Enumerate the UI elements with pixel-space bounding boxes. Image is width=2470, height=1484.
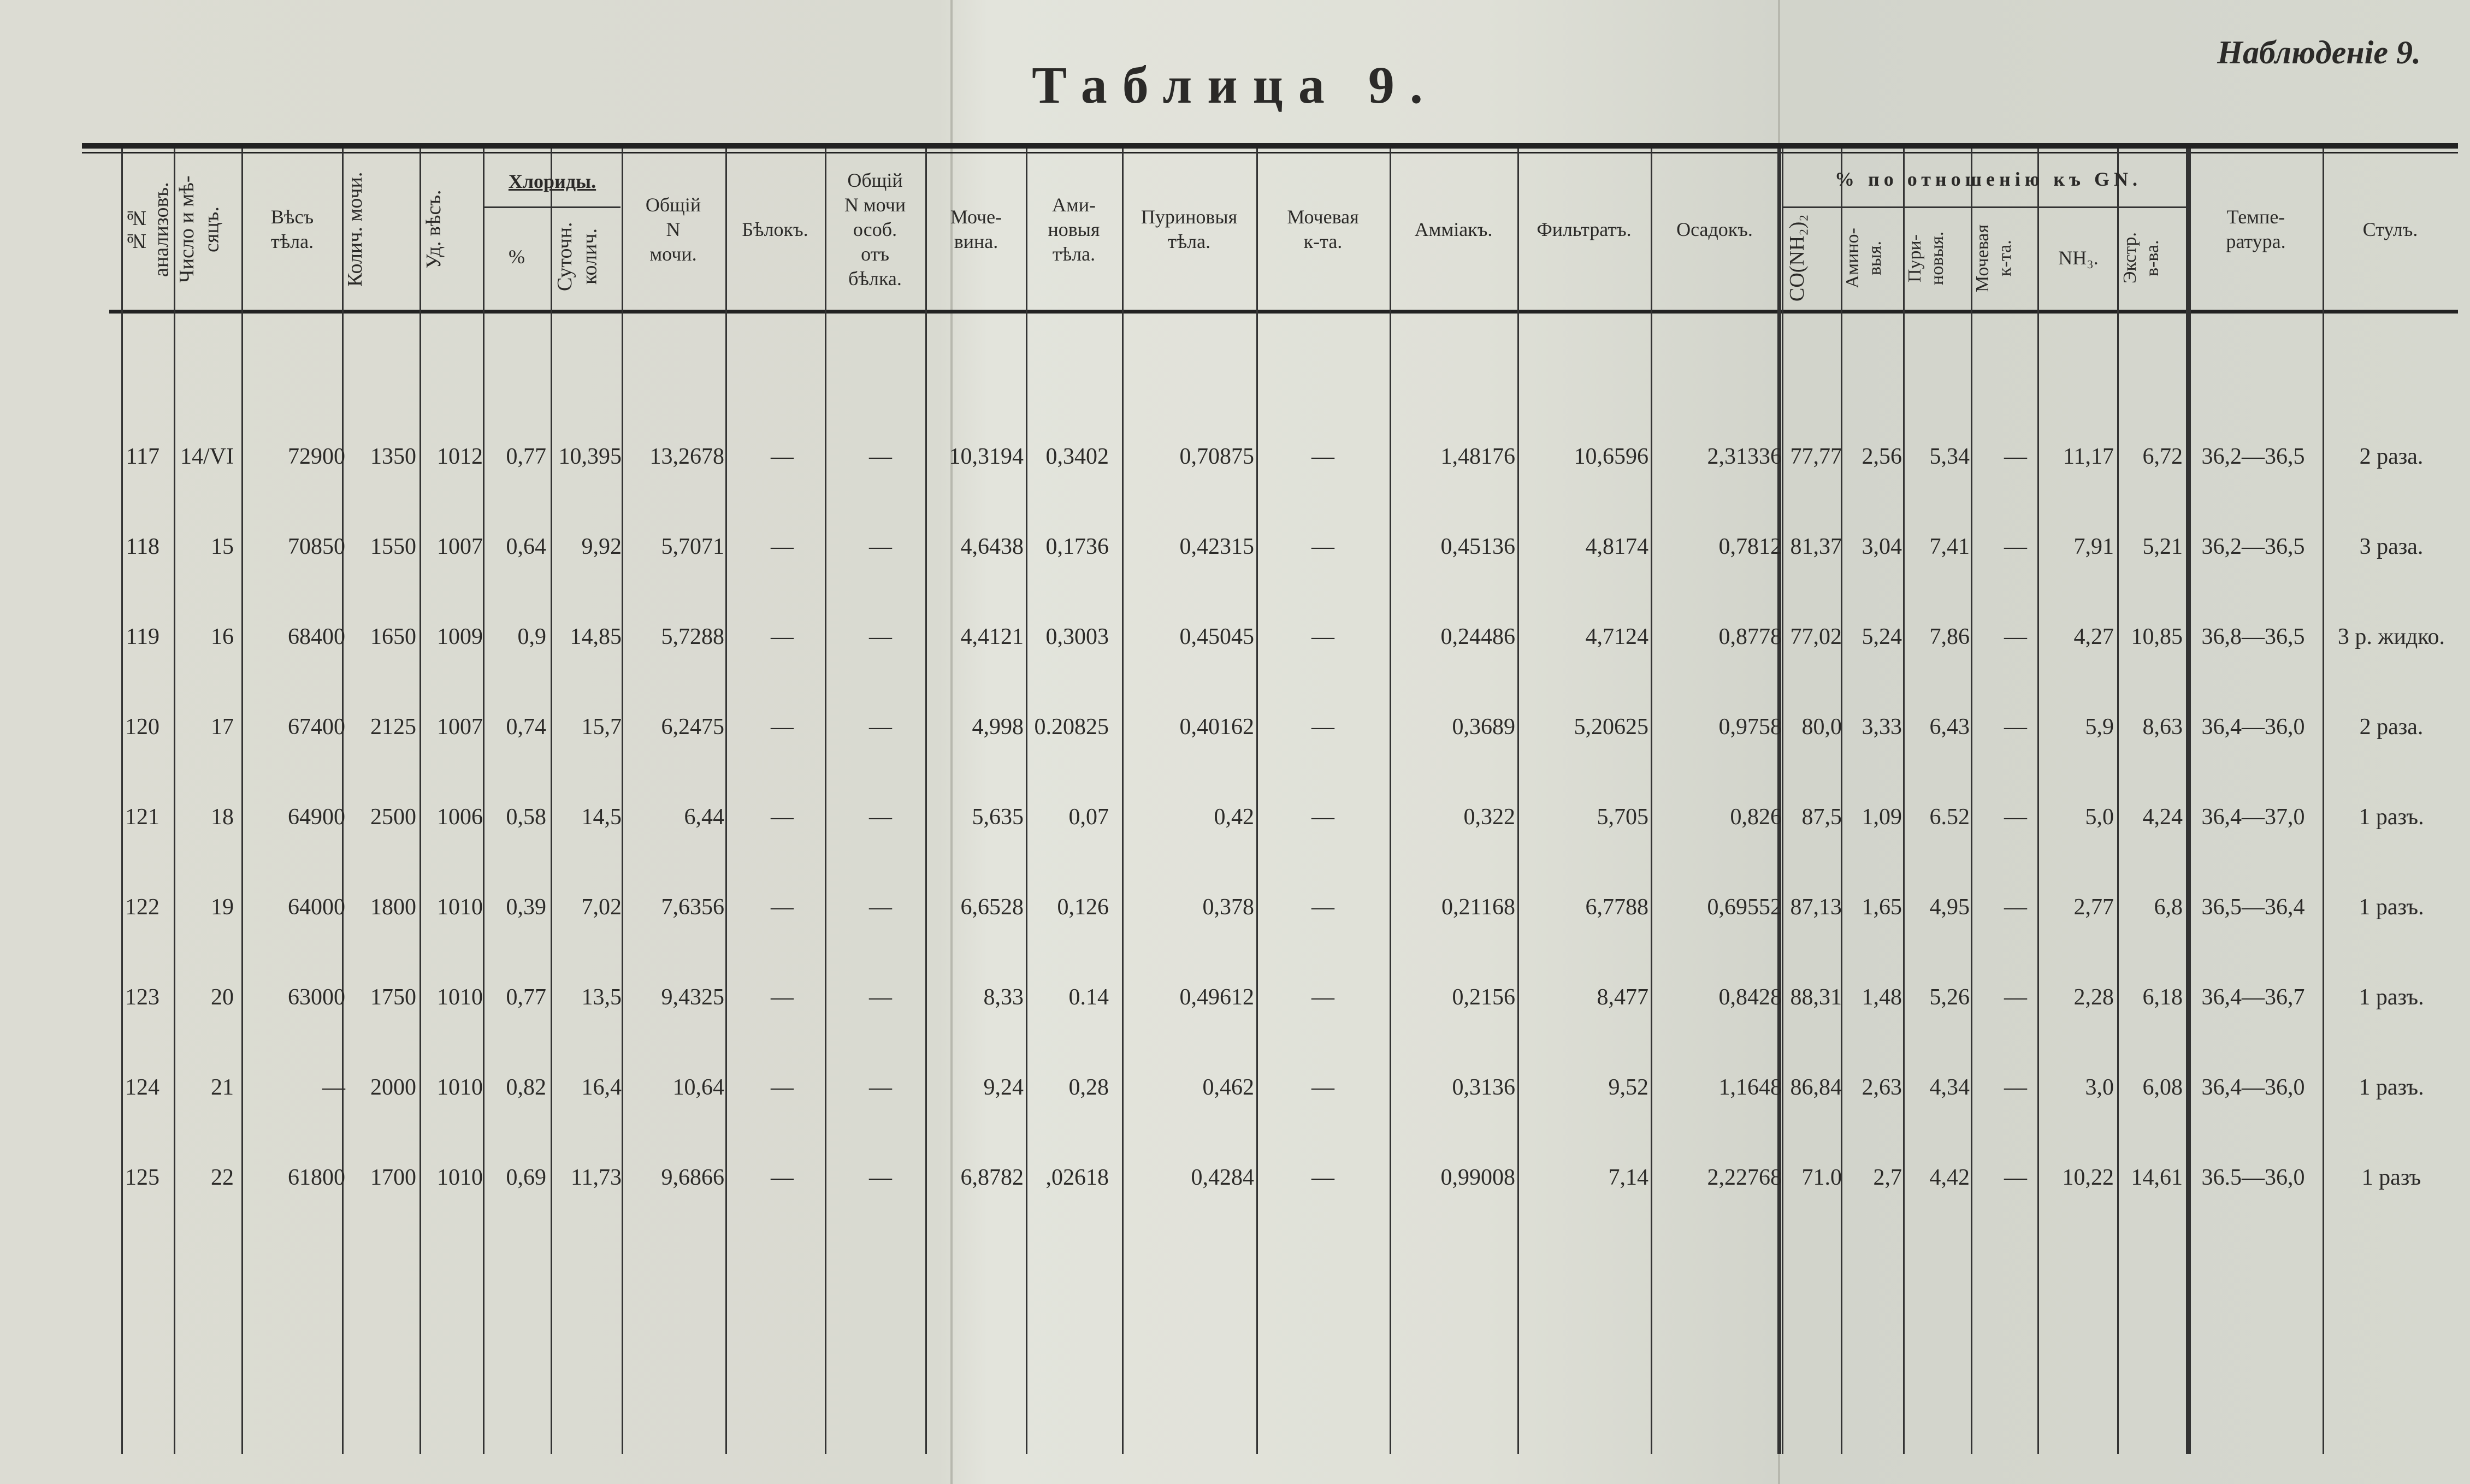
table-cell: 3,0 [2085, 1075, 2114, 1100]
table-cell: 0,99008 [1440, 1165, 1515, 1190]
table-title: Таблица 9. [1032, 56, 1438, 114]
table-cell: 2,77 [2073, 895, 2114, 920]
table-cell: 8,477 [1597, 985, 1648, 1010]
table-cell: — [869, 624, 892, 649]
table-cell: 71.0 [1801, 1165, 1842, 1190]
table-cell: — [2004, 624, 2027, 649]
table-cell: 5,21 [2142, 534, 2183, 559]
table-cell: 120 [125, 714, 159, 740]
table-cell: 7,02 [581, 895, 622, 920]
table-cell: 0,58 [506, 805, 546, 830]
table-cell: 36,4—36,0 [2201, 1075, 2305, 1100]
column-rule [419, 149, 421, 1454]
header-date: Число и мѣ- сяцъ. [175, 175, 223, 283]
table-cell: 1010 [437, 895, 483, 920]
table-cell: — [771, 534, 794, 559]
table-cell: 122 [125, 895, 159, 920]
table-cell: 13,2678 [649, 444, 724, 469]
table-cell: 2,22768 [1707, 1165, 1782, 1190]
table-cell: 121 [125, 805, 159, 830]
table-cell: — [2004, 1075, 2027, 1100]
table-cell: 2,28 [2073, 985, 2114, 1010]
table-cell: 2 раза. [2359, 444, 2424, 469]
table-cell: 20 [211, 985, 234, 1010]
table-cell: — [2004, 444, 2027, 469]
table-cell: 1010 [437, 1075, 483, 1100]
table-cell: 10,3194 [949, 444, 1024, 469]
table-cell: 0,4284 [1191, 1165, 1254, 1190]
table-cell: 5,7288 [661, 624, 724, 649]
table-cell: 0,3689 [1452, 714, 1515, 740]
column-rule [825, 149, 826, 1454]
table-cell: 9,92 [581, 534, 622, 559]
table-cell: 1 разъ. [2359, 895, 2424, 920]
table-cell: 7,86 [1929, 624, 1970, 649]
table-cell: 1 разъ [2361, 1165, 2421, 1190]
header-purine-v: Пури- новыя. [1905, 231, 1947, 285]
table-cell: 0,8778 [1718, 624, 1782, 649]
table-cell: 1800 [370, 895, 416, 920]
table-cell: — [869, 444, 892, 469]
header-protein: Бѣлокъ. [742, 218, 808, 240]
table-cell: 6,43 [1929, 714, 1970, 740]
table-cell: 1010 [437, 985, 483, 1010]
table-cell: 36,8—36,5 [2201, 624, 2305, 649]
table-cell: 17 [211, 714, 234, 740]
table-cell: — [2004, 985, 2027, 1010]
table-cell: 1012 [437, 444, 483, 469]
table-cell: 0,826 [1730, 805, 1782, 830]
table-cell: 1 разъ. [2359, 1075, 2424, 1100]
table-cell: 2,7 [1873, 1165, 1902, 1190]
table-cell: 0,7812 [1718, 534, 1782, 559]
table-cell: 10,6596 [1574, 444, 1648, 469]
table-cell: 5,0 [2085, 805, 2114, 830]
table-cell: 1 разъ. [2359, 985, 2424, 1010]
table-cell: 2125 [370, 714, 416, 740]
table-cell: 10,395 [558, 444, 622, 469]
table-cell: 7,14 [1608, 1165, 1648, 1190]
table-cell: 5,635 [972, 805, 1024, 830]
table-cell: 2,63 [1862, 1075, 1902, 1100]
table-cell: 5,20625 [1574, 714, 1648, 740]
table-cell: 5,7071 [661, 534, 724, 559]
table-cell: 118 [126, 534, 159, 559]
table-cell: 0,24486 [1440, 624, 1515, 649]
column-rule [174, 149, 175, 1454]
table-cell: 0,64 [506, 534, 546, 559]
table-cell: 4,4121 [960, 624, 1024, 649]
table-cell: — [1311, 714, 1334, 740]
table-cell: 0,45045 [1179, 624, 1254, 649]
header-extr: Экстр. в-ва. [2120, 232, 2162, 284]
table-cell: 15,7 [581, 714, 622, 740]
table-cell: 0,3136 [1452, 1075, 1515, 1100]
table-cell: — [1311, 534, 1334, 559]
table-cell: 0,462 [1202, 1075, 1254, 1100]
header-weight: Вѣсъ тѣла. [270, 206, 314, 252]
table-cell: — [771, 624, 794, 649]
column-rule [2117, 149, 2119, 1454]
table-cell: 4,27 [2073, 624, 2114, 649]
table-cell: 3,04 [1862, 534, 1902, 559]
table-cell: 87,5 [1801, 805, 1842, 830]
table-cell: 0,70875 [1179, 444, 1254, 469]
table-cell: 0,49612 [1179, 985, 1254, 1010]
table-cell: 3 р. жидко. [2337, 624, 2445, 649]
table-cell: 87,13 [1790, 895, 1842, 920]
table-cell: — [1311, 624, 1334, 649]
header-co: CO(NH₂)₂ [1786, 214, 1809, 302]
column-rule [1517, 149, 1519, 1454]
table-cell: — [1311, 895, 1334, 920]
header-num: №№ анализовъ. [125, 182, 173, 277]
table-cell: 1,48 [1862, 985, 1902, 1010]
header-urea: Моче- вина. [950, 206, 1002, 252]
table-cell: 36,2—36,5 [2201, 444, 2305, 469]
table-cell: 1007 [437, 714, 483, 740]
observation-label: Наблюденiе 9. [2217, 34, 2421, 70]
column-rule [1390, 149, 1391, 1454]
pct-gn-sub-rule [1782, 206, 2187, 208]
table-cell: 2000 [370, 1075, 416, 1100]
table-cell: 13,5 [581, 985, 622, 1010]
table-cell: 0,42315 [1179, 534, 1254, 559]
column-rule [2323, 149, 2324, 1454]
table-cell: 0.14 [1068, 985, 1109, 1010]
table-cell: 0,77 [506, 444, 546, 469]
table-cell: 67400 [288, 714, 345, 740]
table-cell: 4,8174 [1585, 534, 1648, 559]
header-purine: Пуриновыя тѣла. [1141, 206, 1238, 252]
table-cell: 1,09 [1862, 805, 1902, 830]
table-cell: 88,31 [1790, 985, 1842, 1010]
table-cell: 6,8 [2154, 895, 2183, 920]
table-cell: — [1311, 444, 1334, 469]
column-rule [1026, 149, 1027, 1454]
table-cell: 6,8782 [960, 1165, 1024, 1190]
column-rule [342, 149, 344, 1454]
table-cell: — [869, 714, 892, 740]
table-cell: 7,91 [2073, 534, 2114, 559]
table-cell: 1007 [437, 534, 483, 559]
header-pct: % [509, 245, 525, 268]
table-cell: 11,73 [571, 1165, 622, 1190]
table-cell: 2,31336 [1707, 444, 1782, 469]
table-cell: 0,69552 [1707, 895, 1782, 920]
table-cell: 0,9758 [1718, 714, 1782, 740]
table-cell: 18 [211, 805, 234, 830]
header-stool: Стулъ. [2362, 218, 2418, 240]
table-cell: 7,6356 [661, 895, 724, 920]
table-cell: 6,08 [2142, 1075, 2183, 1100]
table-cell: 3,33 [1862, 714, 1902, 740]
table-cell: 9,6866 [661, 1165, 724, 1190]
table-cell: — [869, 1075, 892, 1100]
table-cell: 10,85 [2131, 624, 2183, 649]
table-cell: 4,998 [972, 714, 1024, 740]
table-cell: 16,4 [581, 1075, 622, 1100]
table-cell: 1750 [370, 985, 416, 1010]
column-rule [1122, 149, 1124, 1454]
table-cell: — [771, 805, 794, 830]
table-cell: 6,44 [684, 805, 724, 830]
table-cell: 1,65 [1862, 895, 1902, 920]
table-cell: 5,34 [1929, 444, 1970, 469]
table-cell: 1700 [370, 1165, 416, 1190]
table-cell: — [2004, 1165, 2027, 1190]
header-ammonia: Аммiакъ. [1414, 218, 1493, 240]
table-cell: 6,72 [2142, 444, 2183, 469]
table-cell: 0,3402 [1045, 444, 1109, 469]
table-cell: 80,0 [1801, 714, 1842, 740]
column-rule [925, 149, 927, 1454]
table-cell: 0,69 [506, 1165, 546, 1190]
header-sp-weight: Уд. вѣсъ. [422, 190, 445, 269]
table-cell: 86,84 [1790, 1075, 1842, 1100]
table-cell: 2,56 [1862, 444, 1902, 469]
table-cell: — [1311, 985, 1334, 1010]
table-cell: 1006 [437, 805, 483, 830]
table-cell: 9,24 [983, 1075, 1024, 1100]
column-rule [622, 149, 623, 1454]
column-rule [1782, 149, 1783, 1454]
column-rule [1841, 149, 1842, 1454]
header-uric: Мочевая к-та. [1287, 206, 1359, 252]
table-cell: 4,7124 [1585, 624, 1648, 649]
table-cell: 9,4325 [661, 985, 724, 1010]
table-cell: 0,45136 [1440, 534, 1515, 559]
table-cell: 6.52 [1929, 805, 1970, 830]
header-total-n-free: Общiй N мочи особ. отъ бѣлка. [844, 169, 906, 289]
table-cell: 36,4—36,7 [2201, 985, 2305, 1010]
table-cell: 0,2156 [1452, 985, 1515, 1010]
table-cell: — [771, 1075, 794, 1100]
table-cell: 0,1736 [1045, 534, 1109, 559]
table-cell: 10,22 [2062, 1165, 2114, 1190]
table-cell: 123 [125, 985, 159, 1010]
table-cell: 4,24 [2142, 805, 2183, 830]
table-cell: 1650 [370, 624, 416, 649]
column-rule [121, 149, 123, 1454]
table-cell: — [2004, 895, 2027, 920]
table-cell: 8,33 [983, 985, 1024, 1010]
table-cell: 1,48176 [1440, 444, 1515, 469]
table-cell: — [869, 895, 892, 920]
table-cell: 0,126 [1057, 895, 1109, 920]
header-daily-qty: Суточн. колич. [553, 222, 601, 292]
table-cell: — [322, 1075, 345, 1100]
table-cell: 6,18 [2142, 985, 2183, 1010]
header-amino-v: Амино- выя. [1842, 228, 1885, 288]
table-cell: — [869, 534, 892, 559]
table-cell: — [1311, 1165, 1334, 1190]
table-cell: — [869, 985, 892, 1010]
header-sediment: Осадокъ. [1676, 218, 1753, 240]
table-cell: — [2004, 714, 2027, 740]
table-cell: 1,1648 [1718, 1075, 1782, 1100]
header-filtrate: Фильтратъ. [1537, 218, 1632, 240]
header-total-n: Общiй N мочи. [645, 193, 701, 265]
table-cell: 2500 [370, 805, 416, 830]
table-cell: 1350 [370, 444, 416, 469]
table-cell: 15 [211, 534, 234, 559]
table-cell: 14,5 [581, 805, 622, 830]
table-cell: 125 [125, 1165, 159, 1190]
header-amino: Ами- новыя тѣла. [1048, 193, 1100, 265]
table-cell: 77,77 [1790, 444, 1842, 469]
header-nh3: NH₃. [2058, 247, 2099, 269]
table-cell: 36,5—36,4 [2201, 895, 2305, 920]
table-cell: 61800 [288, 1165, 345, 1190]
table-cell: 3 раза. [2359, 534, 2424, 559]
column-rule [1651, 149, 1652, 1454]
table-cell: 1550 [370, 534, 416, 559]
column-rule [551, 149, 552, 1454]
header-bottom-rule [109, 310, 2458, 314]
table-cell: 0,3003 [1045, 624, 1109, 649]
table-cell: — [771, 714, 794, 740]
header-uric-v: Мочевая к-та. [1972, 224, 2015, 292]
table-cell: 11,17 [2063, 444, 2114, 469]
column-rule [1777, 149, 1781, 1454]
table-cell: 64900 [288, 805, 345, 830]
table-cell: 0,8428 [1718, 985, 1782, 1010]
column-rule [483, 149, 484, 1454]
table-cell: 4,42 [1929, 1165, 1970, 1190]
table-cell: 0.20825 [1034, 714, 1109, 740]
table-cell: 9,52 [1608, 1075, 1648, 1100]
table-cell: 36,4—36,0 [2201, 714, 2305, 740]
table-cell: 36.5—36,0 [2201, 1165, 2305, 1190]
column-rule [1903, 149, 1905, 1454]
table-cell: 6,6528 [960, 895, 1024, 920]
table-cell: 5,705 [1597, 805, 1648, 830]
table-cell: 0,42 [1214, 805, 1254, 830]
table-cell: 1 разъ. [2359, 805, 2424, 830]
table-cell: 14,61 [2131, 1165, 2183, 1190]
table-cell: 0,9 [517, 624, 546, 649]
chlorides-sub-rule [484, 206, 621, 208]
table-cell: 2 раза. [2359, 714, 2424, 740]
table-cell: — [869, 805, 892, 830]
table-cell: 119 [126, 624, 159, 649]
column-rule [1256, 149, 1258, 1454]
table-cell: 1009 [437, 624, 483, 649]
table-cell: 36,2—36,5 [2201, 534, 2305, 559]
table-cell: 81,37 [1790, 534, 1842, 559]
table-cell: 0,74 [506, 714, 546, 740]
table-cell: 72900 [288, 444, 345, 469]
table-cell: 5,24 [1862, 624, 1902, 649]
table-cell: 8,63 [2142, 714, 2183, 740]
table-cell: — [2004, 534, 2027, 559]
table-cell: 7,41 [1929, 534, 1970, 559]
table-cell: 0,82 [506, 1075, 546, 1100]
table-cell: — [771, 1165, 794, 1190]
top-rule [82, 143, 2458, 149]
top-rule-thin [82, 152, 2458, 153]
table-cell: — [771, 895, 794, 920]
column-rule [2189, 149, 2191, 1454]
table-cell: ,02618 [1045, 1165, 1109, 1190]
table-cell: 1010 [437, 1165, 483, 1190]
table-cell: 0,07 [1068, 805, 1109, 830]
table-cell: — [1311, 1075, 1334, 1100]
column-rule [725, 149, 727, 1454]
table-cell: 0,40162 [1179, 714, 1254, 740]
table-cell: — [771, 985, 794, 1010]
table-cell: 0,21168 [1441, 895, 1515, 920]
header-urine-qty: Колич. мочи. [344, 172, 367, 287]
table-cell: — [2004, 805, 2027, 830]
table-cell: 21 [211, 1075, 234, 1100]
table-cell: 19 [211, 895, 234, 920]
table-cell: 5,9 [2085, 714, 2114, 740]
table-cell: 0,322 [1463, 805, 1515, 830]
table-cell: 16 [211, 624, 234, 649]
table-cell: 0,28 [1068, 1075, 1109, 1100]
table-cell: 0,39 [506, 895, 546, 920]
table-cell: 22 [211, 1165, 234, 1190]
header-chlorides: Хлориды. [508, 170, 596, 192]
header-pct-gn: % по отношенiю къ GN. [1834, 168, 2142, 190]
column-rule [2037, 149, 2039, 1454]
table-cell: 0,77 [506, 985, 546, 1010]
column-rule [1971, 149, 1972, 1454]
table-cell: 6,2475 [661, 714, 724, 740]
table-cell: 70850 [288, 534, 345, 559]
table-cell: — [771, 444, 794, 469]
table-cell: 124 [125, 1075, 159, 1100]
table-cell: 77,02 [1790, 624, 1842, 649]
table-cell: 0,378 [1202, 895, 1254, 920]
table-cell: 14/VI [180, 444, 234, 469]
table-cell: 6,7788 [1585, 895, 1648, 920]
table-cell: 63000 [288, 985, 345, 1010]
table-cell: 14,85 [570, 624, 622, 649]
table-cell: 5,26 [1929, 985, 1970, 1010]
table-cell: — [1311, 805, 1334, 830]
header-temp: Темпе- ратура. [2226, 206, 2286, 252]
table-cell: 4,6438 [960, 534, 1024, 559]
table-cell: 4,95 [1929, 895, 1970, 920]
table-cell: 36,4—37,0 [2201, 805, 2305, 830]
table-cell: 4,34 [1929, 1075, 1970, 1100]
table-cell: 117 [126, 444, 159, 469]
table-cell: 64000 [288, 895, 345, 920]
table-cell: 10,64 [672, 1075, 724, 1100]
column-rule [241, 149, 243, 1454]
table-cell: 68400 [288, 624, 345, 649]
table-cell: — [869, 1165, 892, 1190]
